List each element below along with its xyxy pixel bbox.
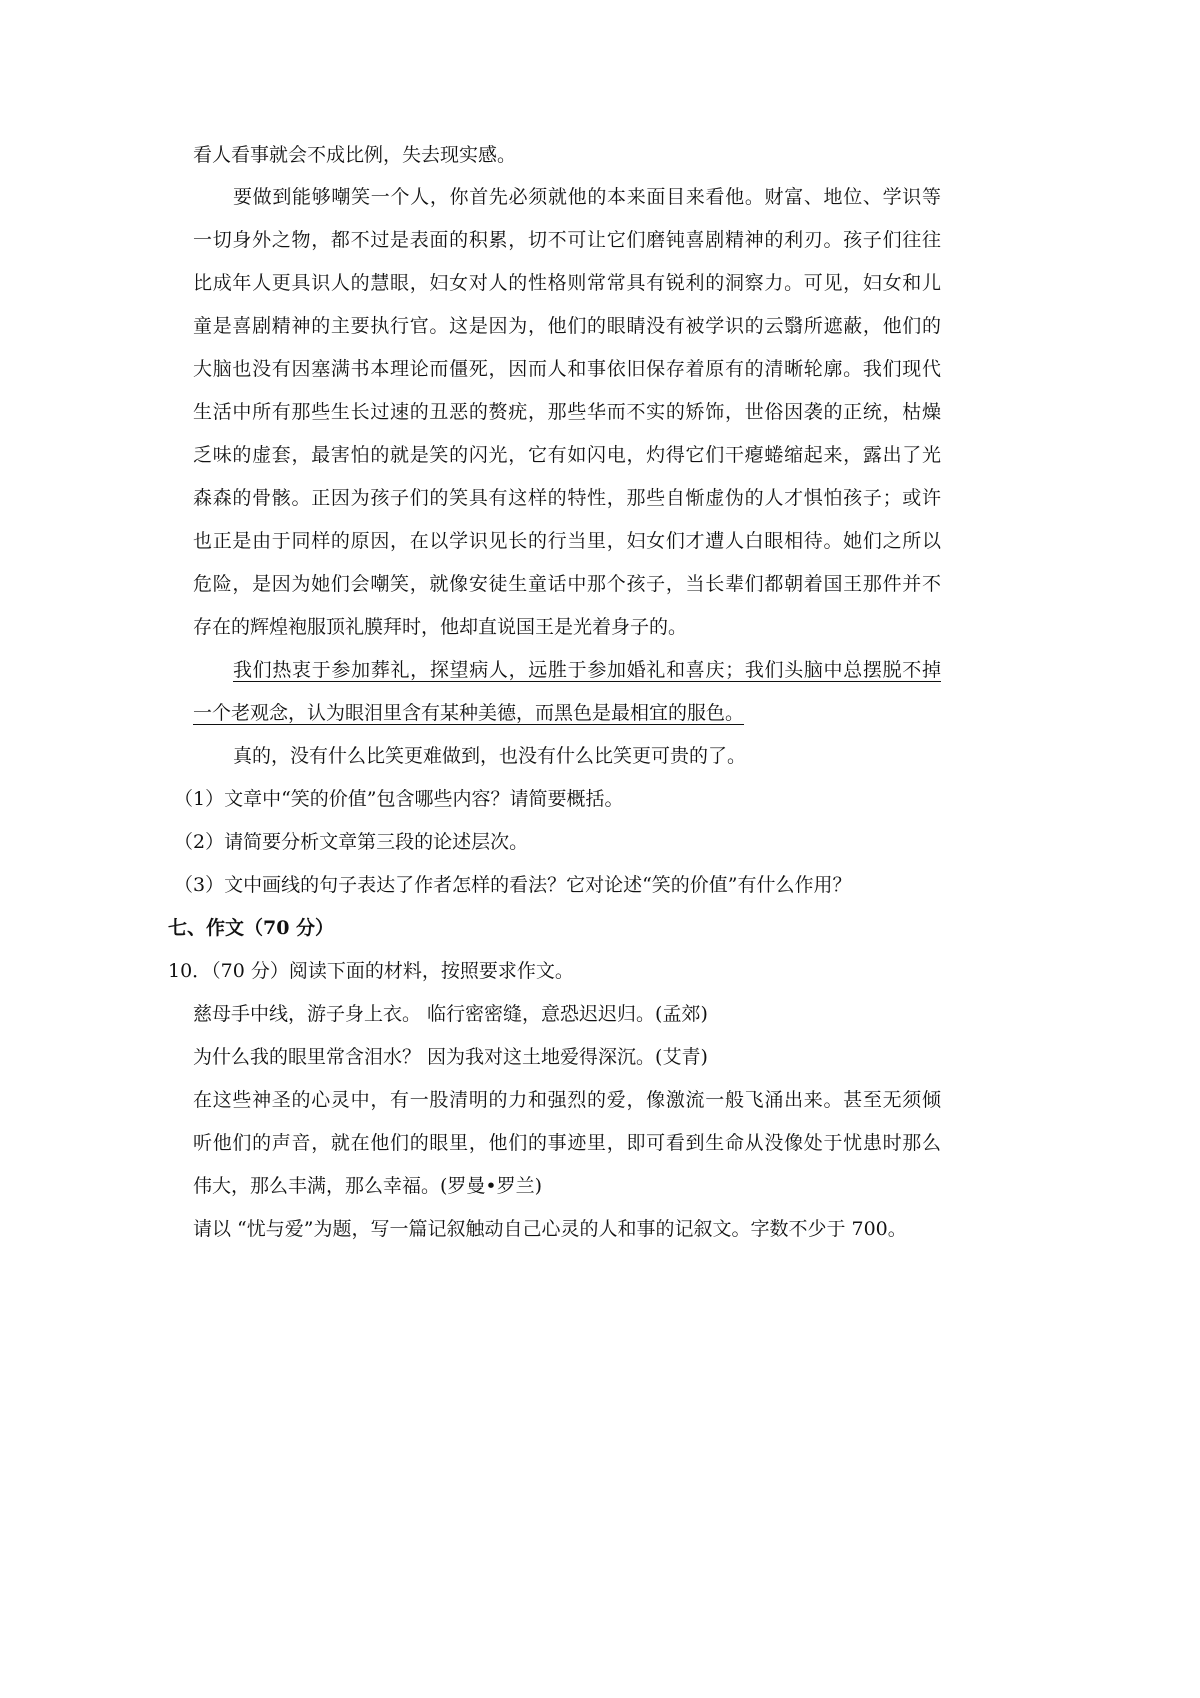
material-line: 听他们的声音，就在他们的眼里，他们的事迹里，即可看到生命从没像处于忧患时那么 bbox=[193, 1132, 941, 1154]
passage-line: 存在的辉煌袍服顶礼膜拜时，他却直说国王是光着身子的。 bbox=[193, 616, 688, 638]
passage-line: 童是喜剧精神的主要执行官。这是因为，他们的眼睛没有被学识的云翳所遮蔽，他们的 bbox=[193, 315, 941, 337]
underlined-sentence: 我们热衷于参加葬礼，探望病人，远胜于参加婚礼和喜庆；我们头脑中总摆脱不掉 bbox=[233, 659, 941, 681]
passage-line: 森森的骨骸。正因为孩子们的笑具有这样的特性，那些自惭虚伪的人才惧怕孩子；或许 bbox=[193, 487, 941, 509]
passage-line: 大脑也没有因塞满书本理论而僵死，因而人和事依旧保存着原有的清晰轮廓。我们现代 bbox=[193, 358, 941, 380]
underlined-sentence: 一个老观念，认为眼泪里含有某种美德，而黑色是最相宜的服色。 bbox=[193, 702, 745, 724]
passage-line: 真的，没有什么比笑更难做到，也没有什么比笑更可贵的了。 bbox=[233, 745, 747, 767]
passage-line: 比成年人更具识人的慧眼，妇女对人的性格则常常具有锐利的洞察力。可见，妇女和儿 bbox=[193, 272, 941, 294]
material-line: 伟大，那么丰满，那么幸福。(罗曼•罗兰) bbox=[193, 1175, 543, 1197]
passage-line: 要做到能够嘲笑一个人，你首先必须就他的本来面目来看他。财富、地位、学识等 bbox=[233, 186, 941, 208]
material-line: 为什么我的眼里常含泪水？ 因为我对这土地爱得深沉。(艾青) bbox=[193, 1046, 708, 1068]
question-2: （2）请简要分析文章第三段的论述层次。 bbox=[174, 831, 529, 853]
passage-line: 生活中所有那些生长过速的丑恶的赘疣，那些华而不实的矫饰，世俗因袭的正统，枯燥 bbox=[193, 401, 941, 423]
essay-instruction: 请以 “忧与爱”为题，写一篇记叙触动自己心灵的人和事的记叙文。字数不少于 700。 bbox=[193, 1218, 907, 1240]
passage-line: 看人看事就会不成比例，失去现实感。 bbox=[193, 144, 517, 166]
material-line: 慈母手中线，游子身上衣。 临行密密缝，意恐迟迟归。(孟郊) bbox=[193, 1003, 708, 1025]
question-3: （3）文中画线的句子表达了作者怎样的看法？它对论述“笑的价值”有什么作用？ bbox=[174, 874, 852, 896]
passage-line: 也正是由于同样的原因，在以学识见长的行当里，妇女们才遭人白眼相待。她们之所以 bbox=[193, 530, 941, 552]
material-line: 在这些神圣的心灵中，有一股清明的力和强烈的爱，像激流一般飞涌出来。甚至无须倾 bbox=[193, 1089, 941, 1111]
passage-line: 乏味的虚套，最害怕的就是笑的闪光，它有如闪电，灼得它们干瘪蜷缩起来，露出了光 bbox=[193, 444, 941, 466]
passage-line: 一切身外之物，都不过是表面的积累，切不可让它们磨钝喜剧精神的利刃。孩子们往往 bbox=[193, 229, 941, 251]
question-1: （1）文章中“笑的价值”包含哪些内容？请简要概括。 bbox=[174, 788, 624, 810]
section-heading: 七、作文（70 分） bbox=[168, 917, 335, 939]
essay-item-intro: 10．（70 分）阅读下面的材料，按照要求作文。 bbox=[168, 960, 574, 982]
passage-line: 危险，是因为她们会嘲笑，就像安徒生童话中那个孩子，当长辈们都朝着国王那件并不 bbox=[193, 573, 941, 595]
